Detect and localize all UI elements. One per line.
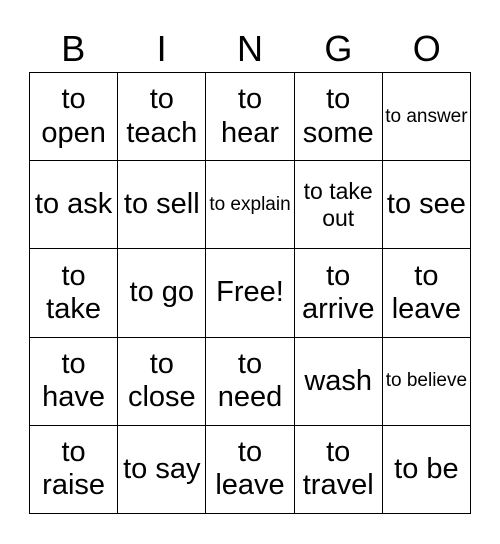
bingo-card-grid [29,72,471,514]
bingo-cell[interactable] [118,249,206,337]
cell-label: to travel [302,436,374,502]
header-letter-n: N [236,28,263,69]
cell-label: to need [217,347,283,414]
cell-label: to ask [34,188,113,221]
bingo-cell[interactable] [30,161,118,249]
cell-label: to close [127,347,196,414]
cell-label: to hear [220,83,280,149]
header-letter-b: B [61,28,86,69]
free-space-cell[interactable] [206,249,294,337]
cell-label: to answer [385,105,468,127]
cell-label: to see [386,188,466,221]
cell-label: to leave [215,436,285,502]
header-letter-o: O [412,28,441,69]
bingo-cell[interactable] [206,426,294,514]
cell-label: to raise [42,436,106,502]
bingo-cell[interactable] [30,426,118,514]
bingo-cell[interactable] [118,338,206,426]
bingo-cell[interactable] [295,161,383,249]
bingo-cell[interactable] [383,161,471,249]
bingo-cell[interactable] [295,426,383,514]
bingo-cell[interactable] [118,73,206,161]
cell-label: to arrive [301,259,375,325]
bingo-cell[interactable] [295,338,383,426]
header-letter-i: I [156,28,167,69]
bingo-cell[interactable] [383,338,471,426]
bingo-cell[interactable] [118,426,206,514]
cell-label: to leave [391,259,462,325]
cell-label: wash [304,364,373,397]
bingo-cell[interactable] [30,249,118,337]
cell-label: to explain [209,193,291,215]
free-space-label: Free! [216,276,284,309]
cell-label: to go [129,276,195,309]
bingo-header [29,26,471,72]
cell-label: to open [41,83,106,149]
cell-label: to teach [126,83,198,149]
cell-label: to have [42,347,106,414]
bingo-cell[interactable] [30,73,118,161]
cell-label: to sell [123,188,200,221]
bingo-cell[interactable] [206,73,294,161]
cell-label: to some [302,83,374,149]
bingo-cell[interactable] [30,338,118,426]
bingo-cell[interactable] [206,338,294,426]
cell-label: to say [123,452,201,485]
bingo-cell[interactable] [118,161,206,249]
bingo-cell[interactable] [295,73,383,161]
bingo-cell[interactable] [383,249,471,337]
cell-label: to believe [385,370,468,392]
header-letter-g: G [324,28,353,69]
cell-label: to take [46,259,101,325]
bingo-cell[interactable] [383,426,471,514]
cell-label: to take out [303,178,373,231]
cell-label: to be [394,452,459,485]
bingo-cell[interactable] [206,161,294,249]
bingo-cell[interactable] [295,249,383,337]
bingo-cell[interactable] [383,73,471,161]
